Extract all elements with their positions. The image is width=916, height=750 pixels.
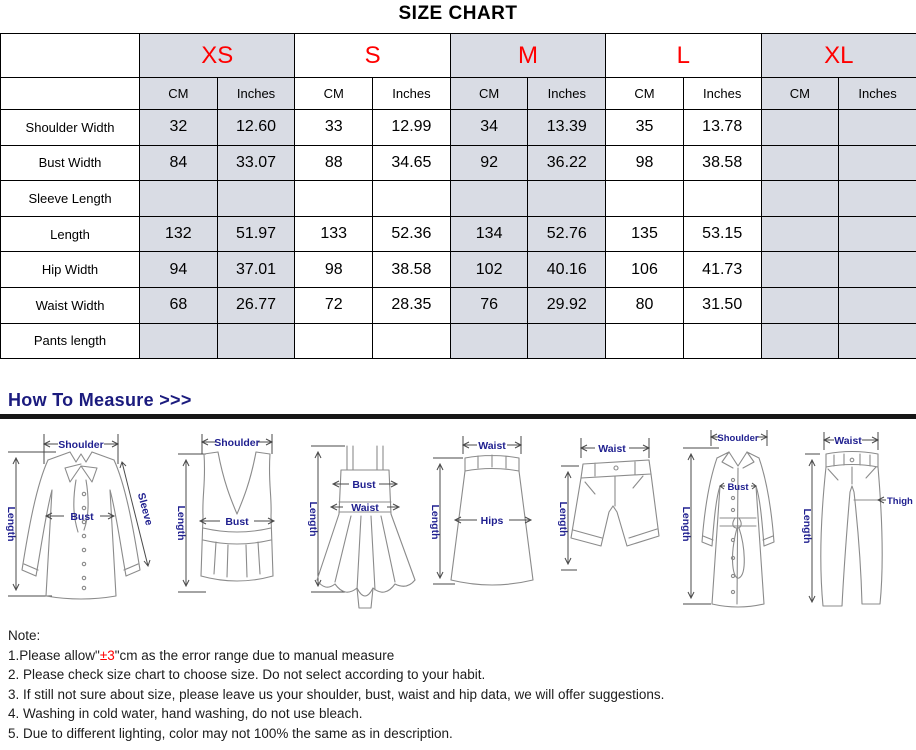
data-cell: 13.78 <box>683 110 761 146</box>
data-cell: 106 <box>606 252 684 288</box>
data-cell: 98 <box>606 145 684 181</box>
shorts-waist-label: Waist <box>598 443 626 455</box>
data-cell: 98 <box>295 252 373 288</box>
unit-header: Inches <box>217 78 295 110</box>
tank-shoulder-label: Shoulder <box>214 437 260 449</box>
data-cell: 132 <box>140 216 218 252</box>
unit-header: Inches <box>839 78 916 110</box>
how-to-measure-heading: How To Measure >>> <box>8 390 192 410</box>
figure-tank-top <box>170 424 305 620</box>
data-cell <box>761 181 839 217</box>
figure-blouse <box>0 424 170 620</box>
data-cell <box>839 145 916 181</box>
figure-skirt <box>425 424 555 620</box>
data-cell: 80 <box>606 287 684 323</box>
data-cell <box>450 181 528 217</box>
size-table <box>0 33 916 359</box>
data-cell: 28.35 <box>373 287 451 323</box>
note-line-1 <box>8 646 908 666</box>
data-cell <box>528 181 606 217</box>
data-cell: 53.15 <box>683 216 761 252</box>
data-cell: 41.73 <box>683 252 761 288</box>
data-cell <box>839 252 916 288</box>
unit-header: Inches <box>528 78 606 110</box>
data-cell: 92 <box>450 145 528 181</box>
data-cell <box>761 110 839 146</box>
section-divider <box>0 414 916 419</box>
data-cell <box>217 323 295 359</box>
data-cell <box>140 323 218 359</box>
measure-figures <box>0 424 916 622</box>
data-cell <box>217 181 295 217</box>
table-row <box>1 323 916 359</box>
note-line-4: 4. Washing in cold water, hand washing, do not use bleach. <box>8 706 363 721</box>
data-cell: 33 <box>295 110 373 146</box>
data-cell: 40.16 <box>528 252 606 288</box>
page-title: SIZE CHART <box>398 3 518 24</box>
data-cell: 134 <box>450 216 528 252</box>
data-cell: 38.58 <box>683 145 761 181</box>
unit-header-row <box>1 78 916 110</box>
note-line-2: 2. Please check size chart to choose size. Do not select according to your habit. <box>8 667 486 682</box>
data-cell: 102 <box>450 252 528 288</box>
data-cell <box>295 181 373 217</box>
table-row <box>1 252 916 288</box>
data-cell: 51.97 <box>217 216 295 252</box>
row-label: Pants length <box>1 323 140 359</box>
coat-bust-label: Bust <box>727 482 749 493</box>
size-table-body <box>1 110 916 359</box>
data-cell: 52.36 <box>373 216 451 252</box>
row-label: Bust Width <box>1 145 140 181</box>
note-1-prefix: 1.Please allow" <box>8 647 100 663</box>
blouse-bust-label: Bust <box>70 511 94 523</box>
unit-header: CM <box>761 78 839 110</box>
blouse-shoulder-label: Shoulder <box>58 439 104 451</box>
data-cell <box>839 287 916 323</box>
data-cell <box>295 323 373 359</box>
data-cell: 72 <box>295 287 373 323</box>
data-cell: 32 <box>140 110 218 146</box>
unit-header: CM <box>140 78 218 110</box>
skirt-hips-label: Hips <box>480 515 504 527</box>
data-cell: 29.92 <box>528 287 606 323</box>
data-cell: 38.58 <box>373 252 451 288</box>
coat-length-label: Length <box>680 506 692 542</box>
data-cell: 37.01 <box>217 252 295 288</box>
size-header-row <box>1 34 916 78</box>
data-cell <box>373 323 451 359</box>
dress-bust-label: Bust <box>352 479 376 491</box>
data-cell <box>839 110 916 146</box>
blouse-length-label: Length <box>5 506 17 542</box>
tank-bust-label: Bust <box>225 516 249 528</box>
data-cell <box>140 181 218 217</box>
data-cell: 12.60 <box>217 110 295 146</box>
size-header-m: M <box>450 34 605 78</box>
pants-waist-label: Waist <box>834 435 862 447</box>
table-row <box>1 181 916 217</box>
data-cell <box>761 216 839 252</box>
figure-dress <box>305 424 425 620</box>
dress-waist-label: Waist <box>351 502 379 514</box>
row-label: Hip Width <box>1 252 140 288</box>
data-cell: 34.65 <box>373 145 451 181</box>
row-label: Waist Width <box>1 287 140 323</box>
note-line-5: 5. Due to different lighting, color may not 100% the same as in description. <box>8 725 453 741</box>
dress-length-label: Length <box>307 501 319 537</box>
pants-length-label: Length <box>801 508 813 544</box>
shorts-length-label: Length <box>557 501 569 537</box>
table-row <box>1 287 916 323</box>
figure-coat <box>675 424 800 620</box>
data-cell: 135 <box>606 216 684 252</box>
note-1-suffix: "cm as the error range due to manual measure <box>114 647 395 663</box>
data-cell: 52.76 <box>528 216 606 252</box>
unit-header: Inches <box>683 78 761 110</box>
figure-pants <box>800 424 916 620</box>
table-row <box>1 110 916 146</box>
table-row <box>1 216 916 252</box>
data-cell <box>683 181 761 217</box>
notes-heading: Note: <box>8 628 41 643</box>
data-cell: 35 <box>606 110 684 146</box>
skirt-length-label: Length <box>429 504 441 540</box>
corner-cell <box>1 78 140 110</box>
unit-header: Inches <box>373 78 451 110</box>
unit-header: CM <box>606 78 684 110</box>
data-cell <box>606 323 684 359</box>
skirt-waist-label: Waist <box>478 440 506 452</box>
data-cell <box>839 181 916 217</box>
data-cell <box>761 287 839 323</box>
coat-shoulder-label: Shoulder <box>717 433 759 444</box>
data-cell: 26.77 <box>217 287 295 323</box>
data-cell <box>839 216 916 252</box>
data-cell <box>839 323 916 359</box>
data-cell <box>761 252 839 288</box>
data-cell: 13.39 <box>528 110 606 146</box>
data-cell <box>606 181 684 217</box>
note-line-3: 3. If still not sure about size, please leave us your shoulder, bust, waist and hip data, we will offer suggestions. <box>8 686 665 702</box>
data-cell: 68 <box>140 287 218 323</box>
data-cell: 33.07 <box>217 145 295 181</box>
note-1-tolerance: ±3 <box>99 647 115 663</box>
data-cell: 34 <box>450 110 528 146</box>
figure-shorts <box>555 424 675 620</box>
row-label: Sleeve Length <box>1 181 140 217</box>
data-cell <box>528 323 606 359</box>
data-cell <box>373 181 451 217</box>
size-header-s: S <box>295 34 450 78</box>
data-cell <box>450 323 528 359</box>
data-cell <box>761 323 839 359</box>
pants-thigh-label: Thigh <box>887 496 913 507</box>
row-label: Length <box>1 216 140 252</box>
data-cell <box>761 145 839 181</box>
data-cell: 133 <box>295 216 373 252</box>
data-cell: 12.99 <box>373 110 451 146</box>
data-cell: 84 <box>140 145 218 181</box>
row-label: Shoulder Width <box>1 110 140 146</box>
size-header-xs: XS <box>140 34 295 78</box>
table-row <box>1 145 916 181</box>
data-cell: 76 <box>450 287 528 323</box>
notes-section <box>8 626 908 743</box>
size-header-l: L <box>606 34 761 78</box>
unit-header: CM <box>450 78 528 110</box>
data-cell: 88 <box>295 145 373 181</box>
size-header-xl: XL <box>761 34 916 78</box>
corner-cell <box>1 34 140 78</box>
unit-header: CM <box>295 78 373 110</box>
data-cell: 36.22 <box>528 145 606 181</box>
tank-length-label: Length <box>175 505 187 541</box>
blouse-sleeve-label: Sleeve <box>134 491 156 527</box>
data-cell: 31.50 <box>683 287 761 323</box>
data-cell <box>683 323 761 359</box>
data-cell: 94 <box>140 252 218 288</box>
